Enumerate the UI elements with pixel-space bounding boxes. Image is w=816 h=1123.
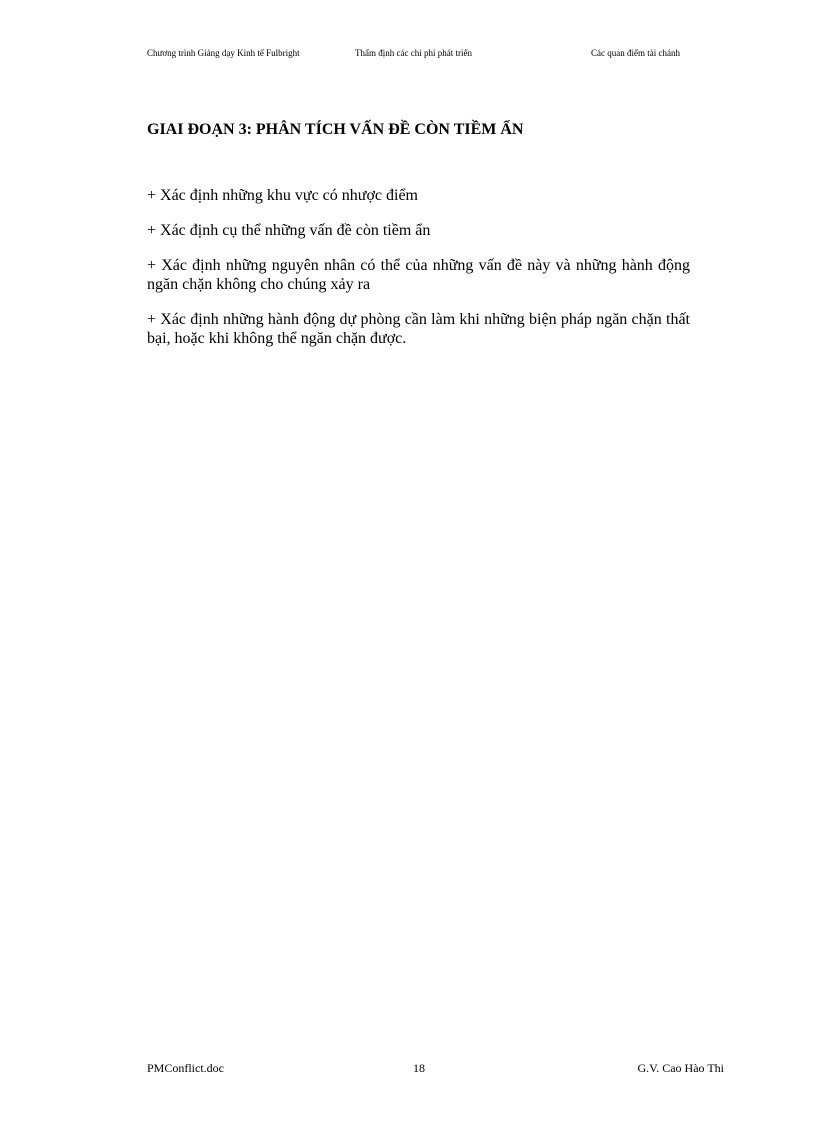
header-chapter-title: Thẩm định các chi phí phát triển (355, 48, 472, 58)
page-heading: GIAI ĐOẠN 3: PHÂN TÍCH VẤN ĐỀ CÒN TIỀM ẨN (147, 121, 524, 138)
footer-page-number: 18 (413, 1061, 425, 1075)
list-item: + Xác định những hành động dự phòng cần làm khi những biện pháp ngăn chặn thất bại, hoặc khi không thể ngăn chặn được. (147, 311, 690, 347)
list-item: + Xác định những nguyên nhân có thể của những vấn đề này và những hành động ngăn chặn không cho chúng xảy ra (147, 257, 690, 293)
header-program-name: Chương trình Giảng dạy Kinh tế Fulbright (147, 48, 300, 58)
footer-filename: PMConflict.doc (147, 1061, 224, 1075)
content-body (147, 186, 690, 364)
list-item: + Xác định cụ thể những vấn đề còn tiềm ẩn (147, 222, 431, 239)
header-section-title: Các quan điểm tài chánh (591, 48, 680, 58)
list-item: + Xác định những khu vực có nhược điểm (147, 187, 418, 204)
footer-author: G.V. Cao Hào Thi (637, 1061, 724, 1075)
